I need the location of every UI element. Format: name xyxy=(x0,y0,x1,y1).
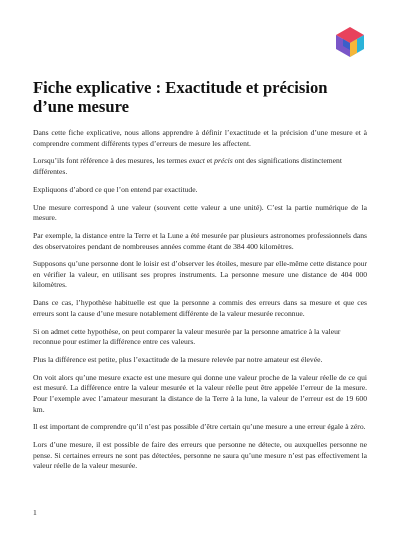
brand-logo xyxy=(334,26,366,58)
paragraph-text: Lorsqu’ils font référence à des mesures, les termes xyxy=(33,156,189,166)
document-body xyxy=(33,128,367,479)
paragraph xyxy=(33,156,367,177)
paragraph xyxy=(33,298,367,319)
paragraph xyxy=(33,440,367,472)
paragraph xyxy=(33,231,367,252)
paragraph-text: et xyxy=(204,156,215,166)
paragraph-text: Si on admet cette hypothèse, on peut comparer la valeur mesurée par la personne amatrice à la valeur reconnue pour estimer la différence entre ces valeurs. xyxy=(33,326,341,347)
paragraph xyxy=(33,355,367,366)
paragraph xyxy=(33,203,367,224)
paragraph-text: Par exemple, la distance entre la Terre et la Lune a été mesurée par plusieurs astronomes professionnels dans des observatoires pendant de nombreuses années comme étant de 384 400 kilomètres. xyxy=(33,230,367,251)
emphasis-text: précis xyxy=(214,156,233,166)
page-number: 1 xyxy=(33,508,37,517)
paragraph-text: Lors d’une mesure, il est possible de faire des erreurs que personne ne détecte, ou auxquelles personne ne pense. Si certaines erreurs ne sont pas détectées, personne ne saura qu’une mesure n’est pas effectivement la valeur réelle de la valeur mesurée. xyxy=(33,440,367,471)
paragraph-text: ont des significations distinctement différentes. xyxy=(33,156,342,176)
page-title: Fiche explicative : Exactitude et précision d’une mesure xyxy=(33,78,328,116)
paragraph-text: Expliquons d’abord ce que l’on entend par exactitude. xyxy=(33,184,198,194)
paragraph xyxy=(33,327,367,348)
paragraph-text: Supposons qu’une personne dont le loisir est d’observer les étoiles, mesure par elle-même cette distance pour en vérifier la valeur, en utilisant ses propres instruments. La personne mesure une distance de 404 000 kilomètres. xyxy=(33,259,367,290)
paragraph xyxy=(33,185,367,196)
paragraph xyxy=(33,373,367,415)
paragraph xyxy=(33,128,367,149)
paragraph-text: Il est important de comprendre qu’il n’est pas possible d’être certain qu’une mesure a une erreur égale à zéro. xyxy=(33,422,366,432)
paragraph-text: On voit alors qu’une mesure exacte est une mesure qui donne une valeur proche de la valeur réelle de ce qui est mesuré. La différence entre la valeur mesurée et la valeur réelle peut être appelée l’erreur de la mesure. Pour l’exemple avec l’amateur mesurant la distance de la Terre à la lune, la valeur de l’erreur est de 19 600 km. xyxy=(33,372,367,414)
paragraph-text: Plus la différence est petite, plus l’exactitude de la mesure relevée par notre amateur est élevée. xyxy=(33,355,323,364)
paragraph xyxy=(33,422,367,433)
paragraph xyxy=(33,259,367,291)
paragraph-text: Une mesure correspond à une valeur (souvent cette valeur a une unité). C’est la partie numérique de la mesure. xyxy=(33,202,367,223)
paragraph-text: Dans ce cas, l’hypothèse habituelle est que la personne a commis des erreurs dans sa mesure et que ces erreurs sont la cause d’une mesure notablement différente de la valeur mesurée reconnue. xyxy=(33,298,367,318)
paragraph-text: Dans cette fiche explicative, nous allons apprendre à définir l’exactitude et la précision d’une mesure et à comprendre comment différents types d’erreurs de mesure les affectent. xyxy=(33,128,367,148)
emphasis-text: exact xyxy=(188,156,205,166)
